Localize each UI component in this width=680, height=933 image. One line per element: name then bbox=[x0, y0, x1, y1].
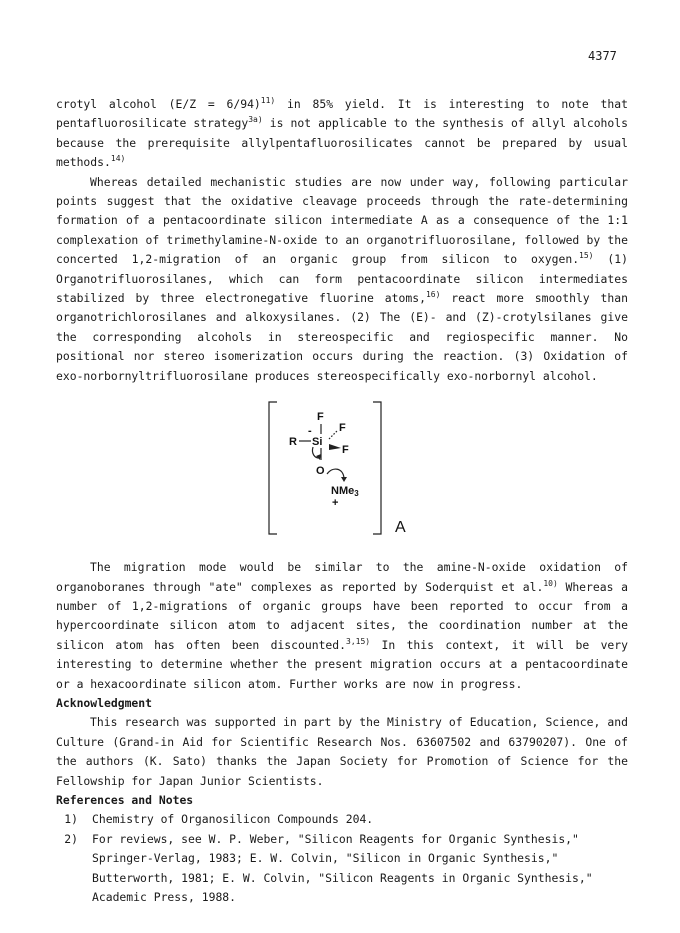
citation-16: 16) bbox=[425, 290, 441, 300]
atom-o: O bbox=[316, 465, 325, 478]
paragraph-2-text-a: Whereas detailed mechanistic studies are now under way, following particular points suggest that the oxidative cleavage proceeds through the rate-determining formation of a pentacoordinate silicon intermediate A as a consequence of the 1:1 complexation of trimethylamine-N-oxide to an organotrifluorosilane, followed by the concerted 1,2-migration of an organic group from silicon to oxygen. bbox=[56, 174, 628, 267]
paragraph-2 bbox=[56, 173, 628, 386]
reference-number: 1) bbox=[64, 812, 78, 827]
reference-item bbox=[56, 810, 628, 829]
citation-11: 11) bbox=[260, 96, 276, 105]
paragraph-1-text-c: is not applicable to the synthesis of allyl alcohols because the prerequisite allylpentafluorosilicates cannot be prepared by usual methods. bbox=[56, 116, 628, 170]
citation-15: 15) bbox=[579, 251, 594, 261]
atom-si: Si bbox=[312, 436, 323, 449]
reference-number: 2) bbox=[64, 831, 78, 846]
acknowledgment-text: This research was supported in part by the Ministry of Education, Science, and Culture (Grand-in Aid for Scientific Research Nos. 63607502 and 63790207). One of the authors (K. Sato) thanks the Japan Society for Promotion of Science for the Fellowship for Japan Junior Scientists. bbox=[56, 715, 628, 788]
body-text bbox=[56, 95, 628, 907]
paragraph-3-text-a: The migration mode would be similar to the amine-N-oxide oxidation of organoboranes through "ate" complexes as reported by Soderquist et al. bbox=[56, 560, 628, 594]
paragraph-2-text-b: (1) Organotrifluorosilanes, which can form pentacoordinate silicon intermediates stabilized by three electronegative fluorine atoms, bbox=[56, 252, 628, 306]
paragraph-3-text-c: In this context, it will be very interesting to determine whether the present migration occurs at a pentacoordinate or a hexacoordinate silicon atom. Further works are now in progress. bbox=[56, 637, 628, 691]
si-f-wedge-bond bbox=[329, 444, 341, 450]
o-n-arrowhead bbox=[341, 477, 347, 482]
atom-f-top: F bbox=[317, 411, 324, 424]
intermediate-a-figure bbox=[56, 398, 628, 548]
right-bracket bbox=[373, 402, 381, 534]
o-n-arrow bbox=[327, 469, 344, 478]
reference-text: For reviews, see W. P. Weber, "Silicon Reagents for Organic Synthesis," Springer-Verlag, 1983; E. W. Colvin, "Silicon in Organic Synthesis," Butterworth, 1981; E. W. Colvin, "Silicon Reagents in Organic Synthesis," Academic Press, 1988. bbox=[92, 831, 593, 904]
left-bracket bbox=[269, 402, 277, 534]
acknowledgment-heading: Acknowledgment bbox=[56, 695, 153, 710]
intermediate-a-structure bbox=[261, 398, 451, 548]
reference-item bbox=[56, 830, 628, 908]
atom-nme-text: NMe bbox=[331, 485, 355, 498]
references-list bbox=[56, 810, 628, 907]
atom-nme-subscript: 3 bbox=[354, 489, 359, 499]
reference-text: Chemistry of Organosilicon Compounds 204. bbox=[92, 812, 374, 827]
citation-10: 10) bbox=[543, 578, 558, 588]
intermediate-label: A bbox=[395, 519, 406, 537]
paragraph-1 bbox=[56, 95, 628, 173]
page-number: 4377 bbox=[588, 49, 617, 63]
paragraph-1-text-b: in 85% yield. It is interesting to note that pentafluorosilicate strategy bbox=[56, 97, 628, 131]
charge-plus: + bbox=[332, 497, 339, 510]
charge-minus: - bbox=[308, 425, 312, 438]
paragraph-1-text-a: crotyl alcohol (E/Z = 6/94) bbox=[56, 97, 261, 111]
paragraph-3 bbox=[56, 558, 628, 694]
paragraph-2-text-c: react more smoothly than organotrichlorosilanes and alkoxysilanes. (2) The (E)- and (Z)-crotylsilanes give the corresponding alcohols in stereospecific and regiospecific manner. No positional nor stereo isomerization occurs during the reaction. (3) Oxidation of exo-norbornyltrifluorosilane produces stereospecifically exo-norbornyl alcohol. bbox=[56, 291, 628, 383]
atom-f-right-lower: F bbox=[342, 444, 349, 457]
paragraph-3-text-b: Whereas a number of 1,2-migrations of organic groups have been reported to occur from a hypercoordinate silicon atom to adjacent sites, the coordination number at the silicon atom has often been discounted. bbox=[56, 579, 628, 652]
references-heading: References and Notes bbox=[56, 792, 194, 807]
citation-3-15: 3,15) bbox=[346, 636, 371, 646]
citation-3a: 3a) bbox=[248, 115, 263, 125]
citation-14: 14) bbox=[110, 154, 126, 164]
si-f-hashed-bond bbox=[329, 431, 337, 439]
atom-f-right-upper: F bbox=[339, 422, 346, 435]
atom-r: R bbox=[289, 436, 297, 449]
